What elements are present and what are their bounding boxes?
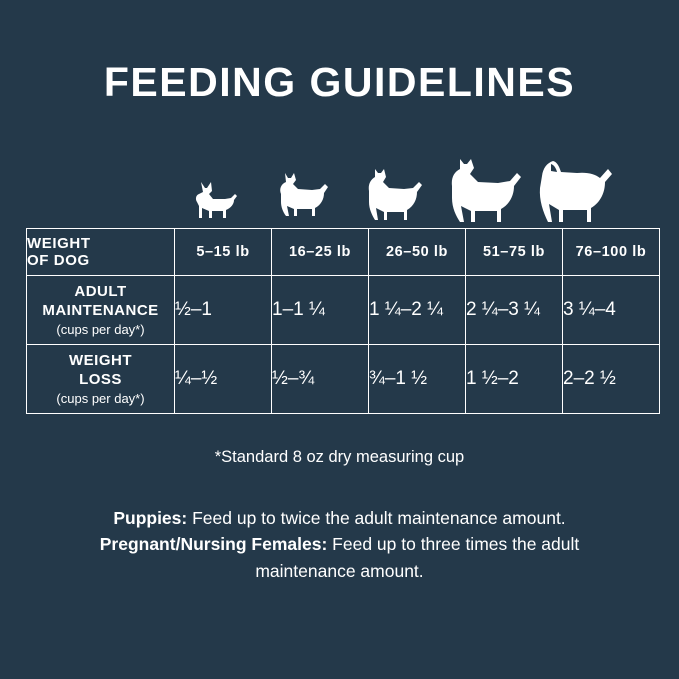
medium-dog-silhouette-icon xyxy=(351,148,441,228)
cell-loss-5-15: ¼–½ xyxy=(175,345,272,414)
cell-loss-16-25: ½–¾ xyxy=(272,345,369,414)
note-pregnant-text: Feed up to three times the adult maintenance amount. xyxy=(255,534,580,581)
table-header-row xyxy=(27,229,660,276)
row-label-line1: WEIGHT xyxy=(69,351,132,369)
feeding-table xyxy=(26,228,660,414)
note-puppies xyxy=(60,505,619,531)
measuring-cup-footnote: *Standard 8 oz dry measuring cup xyxy=(214,448,465,466)
table-row-weight-loss xyxy=(27,345,660,414)
table-header xyxy=(27,229,660,276)
dog-silhouette-row xyxy=(172,148,620,228)
row-label-sub: (cups per day*) xyxy=(56,390,145,406)
table-body xyxy=(27,276,660,414)
feeding-table-container xyxy=(26,228,653,414)
row-label-line2: LOSS xyxy=(79,370,122,388)
header-weight-line1: WEIGHT xyxy=(27,235,91,252)
note-pregnant-label: Pregnant/Nursing Females: xyxy=(99,534,328,555)
header-weight-col-4: 51–75 lb xyxy=(466,229,563,276)
chihuahua-silhouette-icon xyxy=(172,148,262,228)
header-weight-of-dog xyxy=(27,229,175,276)
header-weight-col-2: 16–25 lb xyxy=(272,229,369,276)
header-weight-col-5: 76–100 lb xyxy=(563,229,660,276)
note-puppies-label: Puppies: xyxy=(113,508,188,528)
row-label-line2: MAINTENANCE xyxy=(42,301,159,319)
cell-adult-51-75: 2 ¼–3 ¼ xyxy=(466,276,563,345)
cell-loss-76-100: 2–2 ½ xyxy=(563,345,660,414)
table-row-adult-maintenance xyxy=(27,276,660,345)
large-dog-silhouette-icon xyxy=(441,148,531,228)
header-weight-col-1: 5–15 lb xyxy=(175,229,272,276)
feeding-notes xyxy=(60,505,619,584)
page-title: FEEDING GUIDELINES xyxy=(103,59,576,105)
cell-loss-26-50: ¾–1 ½ xyxy=(369,345,466,414)
cell-loss-51-75: 1 ½–2 xyxy=(466,345,563,414)
cell-adult-5-15: ½–1 xyxy=(175,276,272,345)
cell-adult-26-50: 1 ¼–2 ¼ xyxy=(369,276,466,345)
note-pregnant xyxy=(60,531,619,584)
header-weight-line2: OF DOG xyxy=(27,252,90,269)
header-weight-col-3: 26–50 lb xyxy=(369,229,466,276)
terrier-silhouette-icon xyxy=(262,148,352,228)
cell-adult-16-25: 1–1 ¼ xyxy=(272,276,369,345)
cell-adult-76-100: 3 ¼–4 xyxy=(563,276,660,345)
row-label-sub: (cups per day*) xyxy=(56,321,145,337)
note-puppies-text: Feed up to twice the adult maintenance amount. xyxy=(187,508,566,528)
row-label-weight-loss xyxy=(27,345,175,414)
row-label-line1: ADULT xyxy=(74,282,127,300)
retriever-silhouette-icon xyxy=(530,148,620,228)
row-label-adult-maintenance xyxy=(27,276,175,345)
